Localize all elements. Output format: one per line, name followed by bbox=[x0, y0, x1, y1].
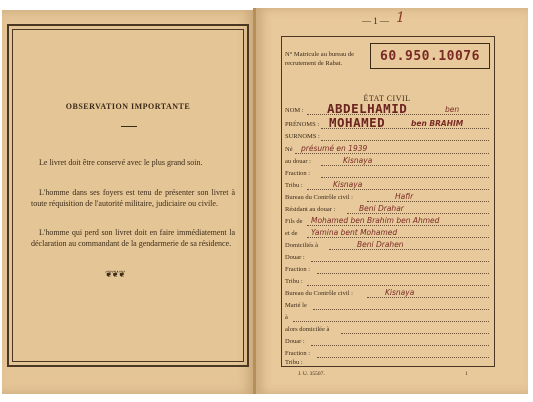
row-douar bbox=[285, 155, 489, 166]
row-label: NOM : bbox=[285, 107, 304, 114]
handwritten-tribu: Kisnaya bbox=[333, 180, 363, 189]
row-label: Domiciliés à bbox=[285, 242, 319, 249]
row-label: Fraction : bbox=[285, 170, 311, 177]
row-label: Résidant au douar : bbox=[285, 206, 336, 213]
dotted-line bbox=[321, 177, 489, 178]
row-label: Bureau du Contrôle civil : bbox=[285, 290, 353, 297]
matricule-label: N° Matricule au bureau de recrutement de Rabat. bbox=[285, 51, 355, 67]
row-a bbox=[285, 311, 489, 322]
row-douar-3 bbox=[285, 335, 489, 346]
footer-page-number: 1 bbox=[465, 371, 468, 377]
handwritten-prenoms-suffix: ben BRAHIM bbox=[411, 119, 464, 128]
observation-title: OBSERVATION IMPORTANTE bbox=[65, 102, 191, 111]
row-label: Tribu : bbox=[285, 182, 303, 189]
matricule-box bbox=[370, 43, 490, 69]
handwritten-residant: Beni Drahar bbox=[359, 204, 404, 213]
row-label: Né bbox=[285, 146, 293, 153]
dotted-line bbox=[317, 273, 489, 274]
row-bureau-controle bbox=[285, 191, 489, 202]
page-number-handwritten: 1 bbox=[396, 10, 405, 26]
row-prenoms bbox=[285, 115, 489, 130]
dotted-line bbox=[307, 189, 489, 190]
row-fraction-2 bbox=[285, 263, 489, 274]
handwritten-bureau-2: Kisnaya bbox=[385, 288, 415, 297]
handwritten-prenoms: MOHAMED bbox=[329, 115, 386, 130]
dotted-line bbox=[295, 153, 489, 154]
observation-paragraph-2: L'homme dans ses foyers est tenu de présenter son livret à toute réquisition de l'autorité militaire, judiciaire ou civile. bbox=[31, 188, 235, 208]
row-fils-de bbox=[285, 215, 489, 226]
matricule-number: 60.950.10076 bbox=[380, 48, 480, 64]
row-label: et de bbox=[285, 230, 298, 237]
page-number: — 1 — bbox=[362, 16, 389, 26]
row-fraction bbox=[285, 167, 489, 178]
handwritten-et-de: Yamina bent Mohamed bbox=[311, 228, 398, 237]
row-alors-domiciliee bbox=[285, 323, 489, 334]
row-label: alors domicilée à bbox=[285, 326, 330, 333]
dotted-line bbox=[307, 237, 489, 238]
dotted-line bbox=[367, 201, 489, 202]
row-label: Marié le bbox=[285, 302, 307, 309]
ornament-icon: ❦❦❦ bbox=[105, 270, 125, 280]
dotted-line bbox=[311, 345, 489, 346]
row-ne bbox=[285, 143, 489, 154]
row-label: Fils de bbox=[285, 218, 303, 225]
row-bureau-controle-2 bbox=[285, 287, 489, 298]
row-residant bbox=[285, 203, 489, 214]
dotted-line bbox=[293, 321, 489, 322]
handwritten-douar: Kisnaya bbox=[343, 156, 373, 165]
left-page-inner-frame bbox=[12, 29, 244, 362]
row-label: Tribu : bbox=[285, 278, 303, 285]
title-rule bbox=[121, 126, 137, 127]
dotted-line bbox=[307, 285, 489, 286]
row-label: Tribu : bbox=[285, 359, 303, 366]
row-label: à bbox=[285, 314, 288, 321]
handwritten-nom-suffix: ben bbox=[445, 105, 460, 114]
dotted-line bbox=[321, 165, 489, 166]
row-surnoms bbox=[285, 130, 489, 141]
handwritten-domicilies: Beni Drahen bbox=[357, 240, 404, 249]
row-tribu bbox=[285, 179, 489, 190]
row-douar-2 bbox=[285, 251, 489, 262]
dotted-line bbox=[307, 225, 489, 226]
dotted-line bbox=[317, 357, 489, 358]
row-fraction-3 bbox=[285, 347, 489, 358]
row-label: Fraction : bbox=[285, 350, 311, 357]
handwritten-bureau: Hafir bbox=[395, 192, 414, 201]
handwritten-fils-de: Mohamed ben Brahim ben Ahmed bbox=[311, 216, 440, 225]
handwritten-ne: présumé en 1939 bbox=[301, 144, 368, 153]
printer-code: J. U. 35507. bbox=[298, 371, 325, 377]
dotted-line bbox=[329, 249, 489, 250]
dotted-line bbox=[341, 333, 489, 334]
row-tribu-3 bbox=[285, 359, 489, 367]
row-marie-le bbox=[285, 299, 489, 310]
row-label: Fraction : bbox=[285, 266, 311, 273]
dotted-line bbox=[313, 309, 489, 310]
row-label: au douar : bbox=[285, 158, 311, 165]
etat-civil-title: ÉTAT CIVIL bbox=[363, 94, 411, 103]
dotted-line bbox=[311, 261, 489, 262]
row-et-de bbox=[285, 227, 489, 238]
handwritten-nom: ABDELHAMID bbox=[327, 101, 408, 116]
row-tribu-2 bbox=[285, 275, 489, 286]
dotted-line bbox=[367, 297, 489, 298]
dotted-line bbox=[321, 140, 489, 141]
row-label: Douar : bbox=[285, 338, 305, 345]
row-label: SURNOMS : bbox=[285, 133, 320, 140]
row-label: Douar : bbox=[285, 254, 305, 261]
row-domicilies bbox=[285, 239, 489, 250]
row-nom bbox=[285, 101, 489, 116]
row-label: Bureau du Contrôle civil : bbox=[285, 194, 353, 201]
left-page-frame bbox=[7, 24, 249, 367]
dotted-line bbox=[347, 213, 489, 214]
observation-paragraph-3: L'homme qui perd son livret doit en faire immédiatement la déclaration au commandant de la gendarmerie de sa résidence. bbox=[31, 228, 235, 248]
row-label: PRÉNOMS : bbox=[285, 121, 320, 128]
observation-paragraph-1: Le livret doit être conservé avec le plus grand soin. bbox=[39, 158, 203, 167]
